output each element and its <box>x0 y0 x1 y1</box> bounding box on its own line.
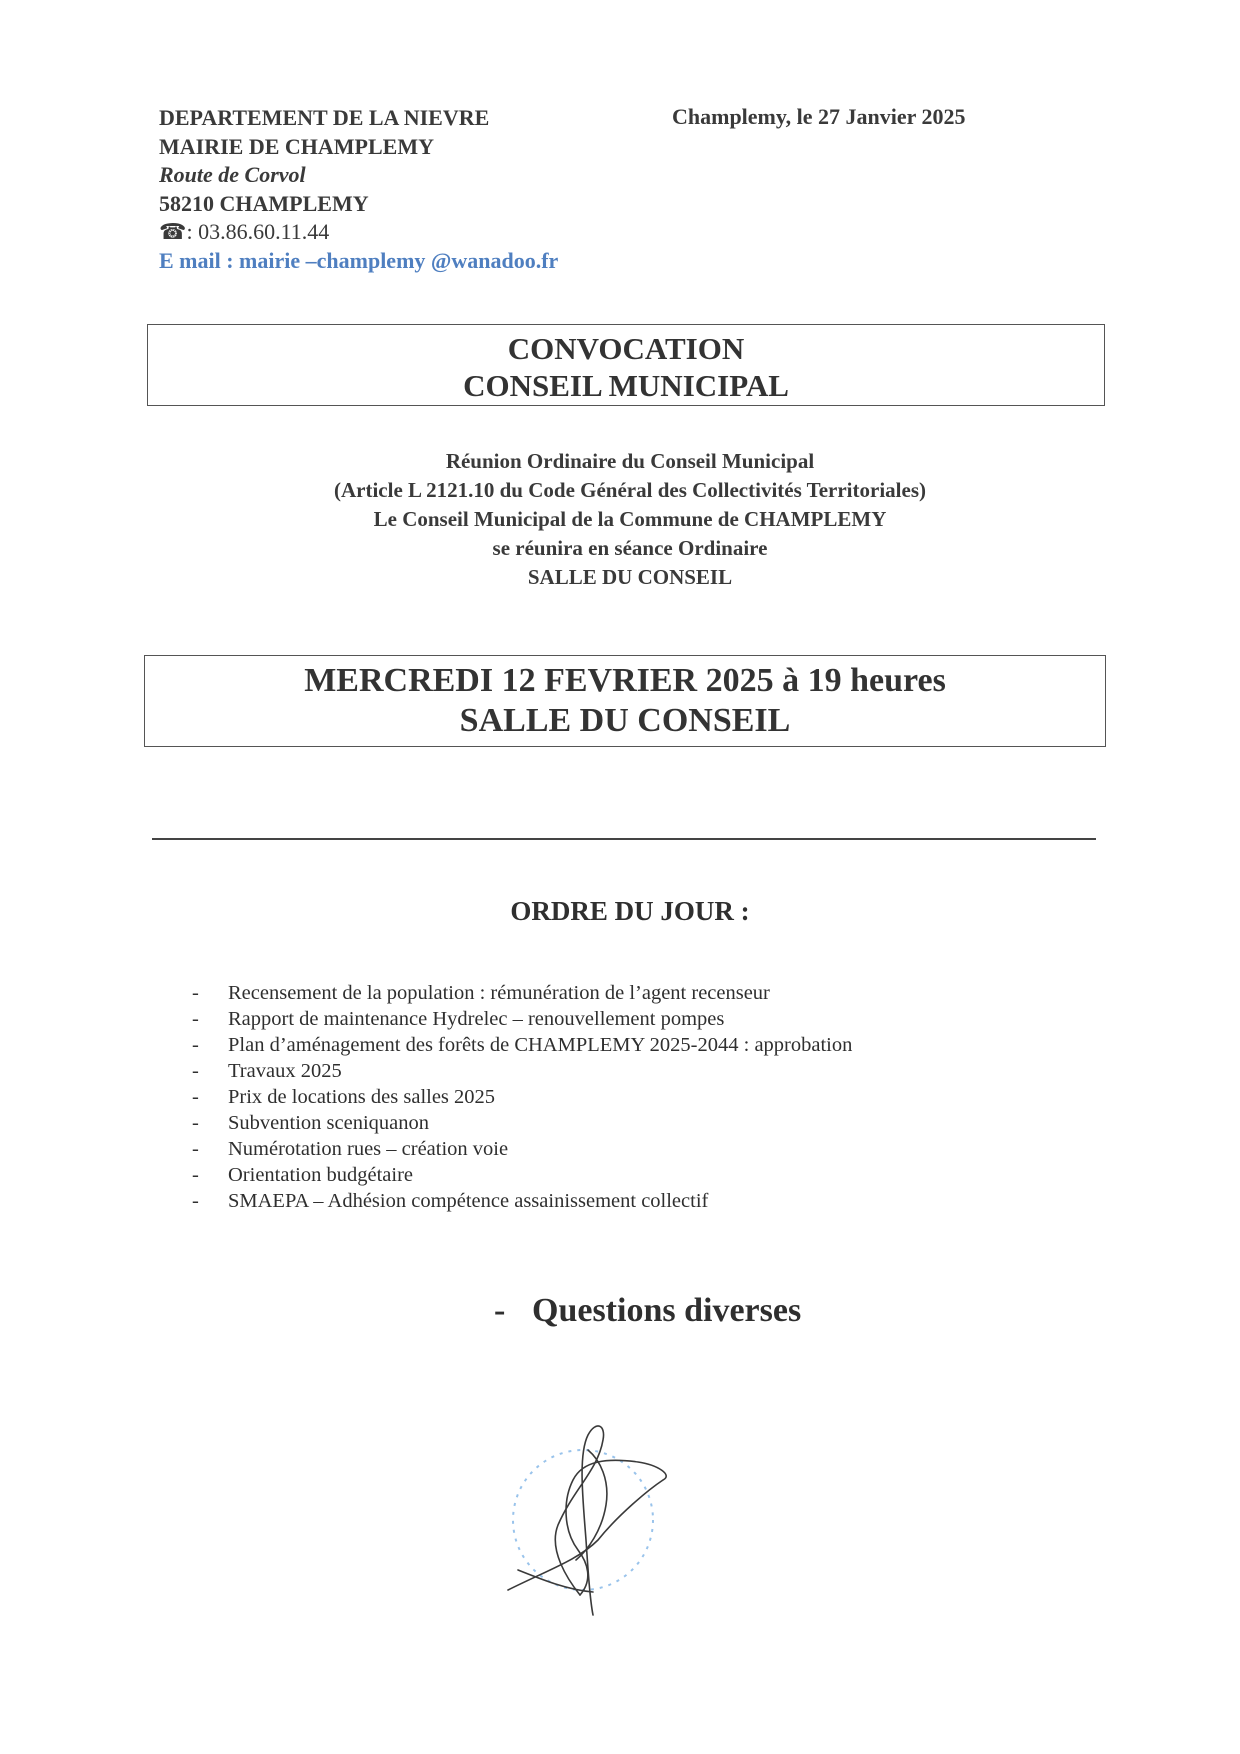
email-address: E mail : mairie –champlemy @wanadoo.fr <box>159 247 559 273</box>
agenda-item <box>188 1058 852 1084</box>
agenda-list <box>188 980 852 1214</box>
agenda-item-text: Prix de locations des salles 2025 <box>228 1086 496 1108</box>
agenda-item <box>188 1188 852 1214</box>
agenda-item <box>188 1084 852 1110</box>
questions-diverses <box>494 1292 801 1330</box>
address-street: Route de Corvol <box>159 162 306 187</box>
address-postal: 58210 CHAMPLEMY <box>159 190 369 216</box>
bullet-dash: - <box>192 1164 199 1186</box>
conseil-title: CONSEIL MUNICIPAL <box>463 368 789 403</box>
bullet-dash: - <box>192 1060 199 1082</box>
letterhead <box>159 104 558 275</box>
meeting-location: SALLE DU CONSEIL <box>459 702 791 739</box>
bullet-dash: - <box>192 1112 199 1134</box>
agenda-item-text: Orientation budgétaire <box>228 1164 414 1186</box>
department-name: DEPARTEMENT DE LA NIEVRE <box>159 105 490 130</box>
agenda-item-text: Rapport de maintenance Hydrelec – renouvellement pompes <box>228 1008 725 1030</box>
reunion-line: se réunira en séance Ordinaire <box>492 536 768 560</box>
signature-icon <box>508 1426 666 1615</box>
reunion-line: SALLE DU CONSEIL <box>527 565 733 589</box>
bullet-dash: - <box>494 1292 506 1329</box>
mairie-name: MAIRIE DE CHAMPLEMY <box>159 133 434 159</box>
agenda-item <box>188 1032 852 1058</box>
signature-stamp <box>488 1420 688 1620</box>
phone-icon: ☎ <box>159 219 187 244</box>
agenda-item <box>188 1006 852 1032</box>
agenda-title: ORDRE DU JOUR : <box>510 896 750 926</box>
meeting-date: MERCREDI 12 FEVRIER 2025 à 19 heures <box>304 662 946 699</box>
reunion-line: Réunion Ordinaire du Conseil Municipal <box>445 449 815 473</box>
bullet-dash: - <box>192 1138 199 1160</box>
divider <box>152 838 1096 840</box>
date-line: Champlemy, le 27 Janvier 2025 <box>672 104 966 129</box>
bullet-dash: - <box>192 1086 199 1108</box>
reunion-line: Le Conseil Municipal de la Commune de CHAMPLEMY <box>373 507 887 531</box>
bullet-dash: - <box>192 1190 199 1212</box>
phone-number: : 03.86.60.11.44 <box>181 219 330 244</box>
meeting-date-box <box>144 655 1106 747</box>
agenda-item-text: Travaux 2025 <box>228 1060 342 1082</box>
bullet-dash: - <box>192 1034 199 1056</box>
agenda-item <box>188 1136 852 1162</box>
stamp-icon <box>513 1450 653 1590</box>
agenda-item-text: Plan d’aménagement des forêts de CHAMPLEMY 2025-2044 : approbation <box>228 1034 853 1056</box>
agenda-item-text: Subvention sceniquanon <box>228 1112 429 1134</box>
convocation-title: CONVOCATION <box>507 331 745 366</box>
questions-label: Questions diverses <box>532 1292 802 1329</box>
agenda-item-text: SMAEPA – Adhésion compétence assainissement collectif <box>228 1190 709 1212</box>
bullet-dash: - <box>192 1008 199 1030</box>
agenda-item <box>188 1162 852 1188</box>
agenda-item <box>188 1110 852 1136</box>
bullet-dash: - <box>192 982 199 1004</box>
agenda-item-text: Recensement de la population : rémunération de l’agent recenseur <box>228 982 770 1004</box>
reunion-line: (Article L 2121.10 du Code Général des Collectivités Territoriales) <box>334 478 926 502</box>
agenda-item-text: Numérotation rues – création voie <box>228 1138 509 1160</box>
agenda-item <box>188 980 852 1006</box>
phone-line <box>159 218 558 247</box>
convocation-title-box <box>147 324 1105 406</box>
reunion-paragraph <box>160 447 1100 592</box>
